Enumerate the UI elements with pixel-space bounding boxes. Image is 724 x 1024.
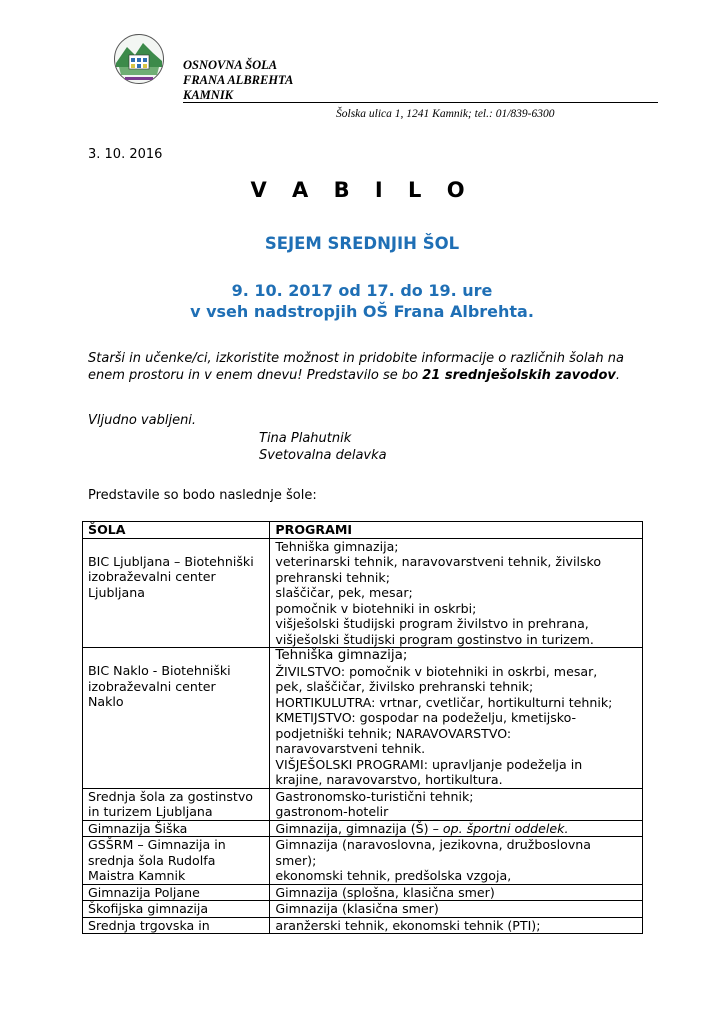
school-cell [83, 538, 270, 648]
signature [259, 430, 387, 464]
event-time-place [0, 280, 724, 322]
school-cell [83, 917, 270, 934]
table-row [83, 884, 643, 901]
table-row [83, 648, 643, 789]
table-row [83, 901, 643, 918]
program-line: Gimnazija (klasična smer) [275, 901, 439, 916]
program-text: Gimnazija, gimnazija (Š) – [275, 820, 443, 836]
programs-cell [270, 648, 643, 789]
school-name [183, 58, 293, 103]
school-line: srednja šola Rudolfa [88, 852, 216, 868]
event-location: v vseh nadstropjih OŠ Frana Albrehta. [190, 302, 534, 321]
programs-cell [270, 820, 643, 837]
table-row [83, 837, 643, 885]
school-line: izobraževalni center [88, 678, 216, 694]
school-name-line: KAMNIK [183, 88, 234, 102]
program-line: Gimnazija (naravoslovna, jezikovna, družboslovna [275, 837, 591, 852]
program-line: aranžerski tehnik, ekonomski tehnik (PTI); [275, 917, 541, 933]
program-line [275, 821, 637, 837]
program-line: Tehniška gimnazija; [275, 538, 399, 554]
schools-table [82, 521, 643, 934]
program-line: pek, slaščičar, živilsko prehranski tehnik; [275, 679, 534, 694]
program-line: podjetniški tehnik; NARAVOVARSTVO: [275, 725, 512, 741]
event-title: SEJEM SREDNJIH ŠOL [264, 234, 460, 253]
school-line: Škofijska gimnazija [88, 901, 209, 916]
program-line: pomočnik v biotehniki in oskrbi; [275, 600, 477, 616]
school-line: GSŠRM – Gimnazija in [88, 837, 226, 852]
program-line: naravovarstveni tehnik. [275, 741, 426, 756]
table-row [83, 538, 643, 648]
program-line: ŽIVILSTVO: pomočnik v biotehniki in oskrbi, mesar, [275, 663, 598, 679]
program-line: KMETIJSTVO: gospodar na podeželju, kmetijsko- [275, 710, 577, 725]
table-header-row [83, 522, 643, 539]
school-name-line: OSNOVNA ŠOLA [183, 58, 278, 72]
programs-cell [270, 884, 643, 901]
school-line: izobraževalni center [88, 569, 216, 584]
programs-cell [270, 901, 643, 918]
column-header-programs: PROGRAMI [270, 522, 643, 539]
school-line: BIC Ljubljana – Biotehniški [88, 553, 254, 569]
intro-text: Starši in učenke/ci, izkoristite možnost in pridobite informacije o različnih šolah na enem prostoru in v enem dnevu! Predstavilo se bo [88, 351, 624, 383]
program-line: Gastronomsko-turistični tehnik; [275, 788, 474, 804]
school-address: Šolska ulica 1, 1241 Kamnik; tel.: 01/839-6300 [336, 108, 555, 120]
program-line: višješolski študijski program gostinstvo in turizem. [275, 631, 594, 647]
program-line: Tehniška gimnazija; [275, 647, 408, 663]
program-line: Gimnazija (splošna, klasična smer) [275, 884, 495, 900]
program-note: op. športni oddelek. [442, 820, 569, 836]
school-cell [83, 837, 270, 885]
program-line: veterinarski tehnik, naravovarstveni tehnik, živilsko [275, 554, 602, 569]
programs-cell [270, 837, 643, 885]
school-cell [83, 788, 270, 820]
program-line: krajine, naravovarstvo, hortikultura. [275, 772, 503, 787]
document-date: 3. 10. 2016 [88, 147, 163, 162]
intro-paragraph [88, 350, 628, 384]
school-cell [83, 648, 270, 789]
school-name-line: FRANA ALBREHTA [183, 73, 294, 87]
school-cell [83, 884, 270, 901]
signature-role: Svetovalna delavka [259, 448, 387, 463]
programs-cell [270, 788, 643, 820]
intro-highlight: 21 srednješolskih zavodov [422, 368, 616, 383]
program-line: gastronom-hotelir [275, 804, 389, 819]
document-title: V A B I L O [250, 178, 474, 202]
program-line: smer); [275, 852, 317, 868]
school-line: Srednja trgovska in [88, 917, 210, 933]
list-intro: Predstavile so bodo naslednje šole: [88, 488, 317, 503]
programs-cell [270, 917, 643, 934]
school-line: in turizem Ljubljana [88, 804, 213, 819]
programs-cell [270, 538, 643, 648]
school-line: Gimnazija Poljane [88, 884, 200, 900]
school-cell [83, 820, 270, 837]
table-row [83, 917, 643, 934]
program-line: prehranski tehnik; [275, 569, 390, 585]
school-logo [113, 33, 165, 85]
program-line: ekonomski tehnik, predšolska vzgoja, [275, 868, 512, 883]
school-line: Srednja šola za gostinstvo [88, 788, 253, 804]
table-row [83, 788, 643, 820]
table-row [83, 820, 643, 837]
program-line: slaščičar, pek, mesar; [275, 585, 413, 600]
intro-end: . [615, 368, 621, 383]
signature-name: Tina Plahutnik [259, 431, 352, 446]
program-line: VIŠJEŠOLSKI PROGRAMI: upravljanje podeželja in [275, 756, 583, 772]
header-divider [183, 102, 658, 103]
school-line: Maistra Kamnik [88, 868, 186, 883]
greeting: Vljudno vabljeni. [88, 413, 197, 428]
event-date-time: 9. 10. 2017 od 17. do 19. ure [231, 281, 493, 300]
column-header-school: ŠOLA [83, 522, 270, 539]
school-cell [83, 901, 270, 918]
school-line: Gimnazija Šiška [88, 820, 188, 836]
school-line: Naklo [88, 694, 124, 709]
school-line: Ljubljana [88, 584, 145, 600]
program-line: višješolski študijski program živilstvo in prehrana, [275, 616, 589, 631]
school-line: BIC Naklo - Biotehniški [88, 663, 231, 678]
program-line: HORTIKULUTRA: vrtnar, cvetličar, hortikulturni tehnik; [275, 694, 613, 710]
